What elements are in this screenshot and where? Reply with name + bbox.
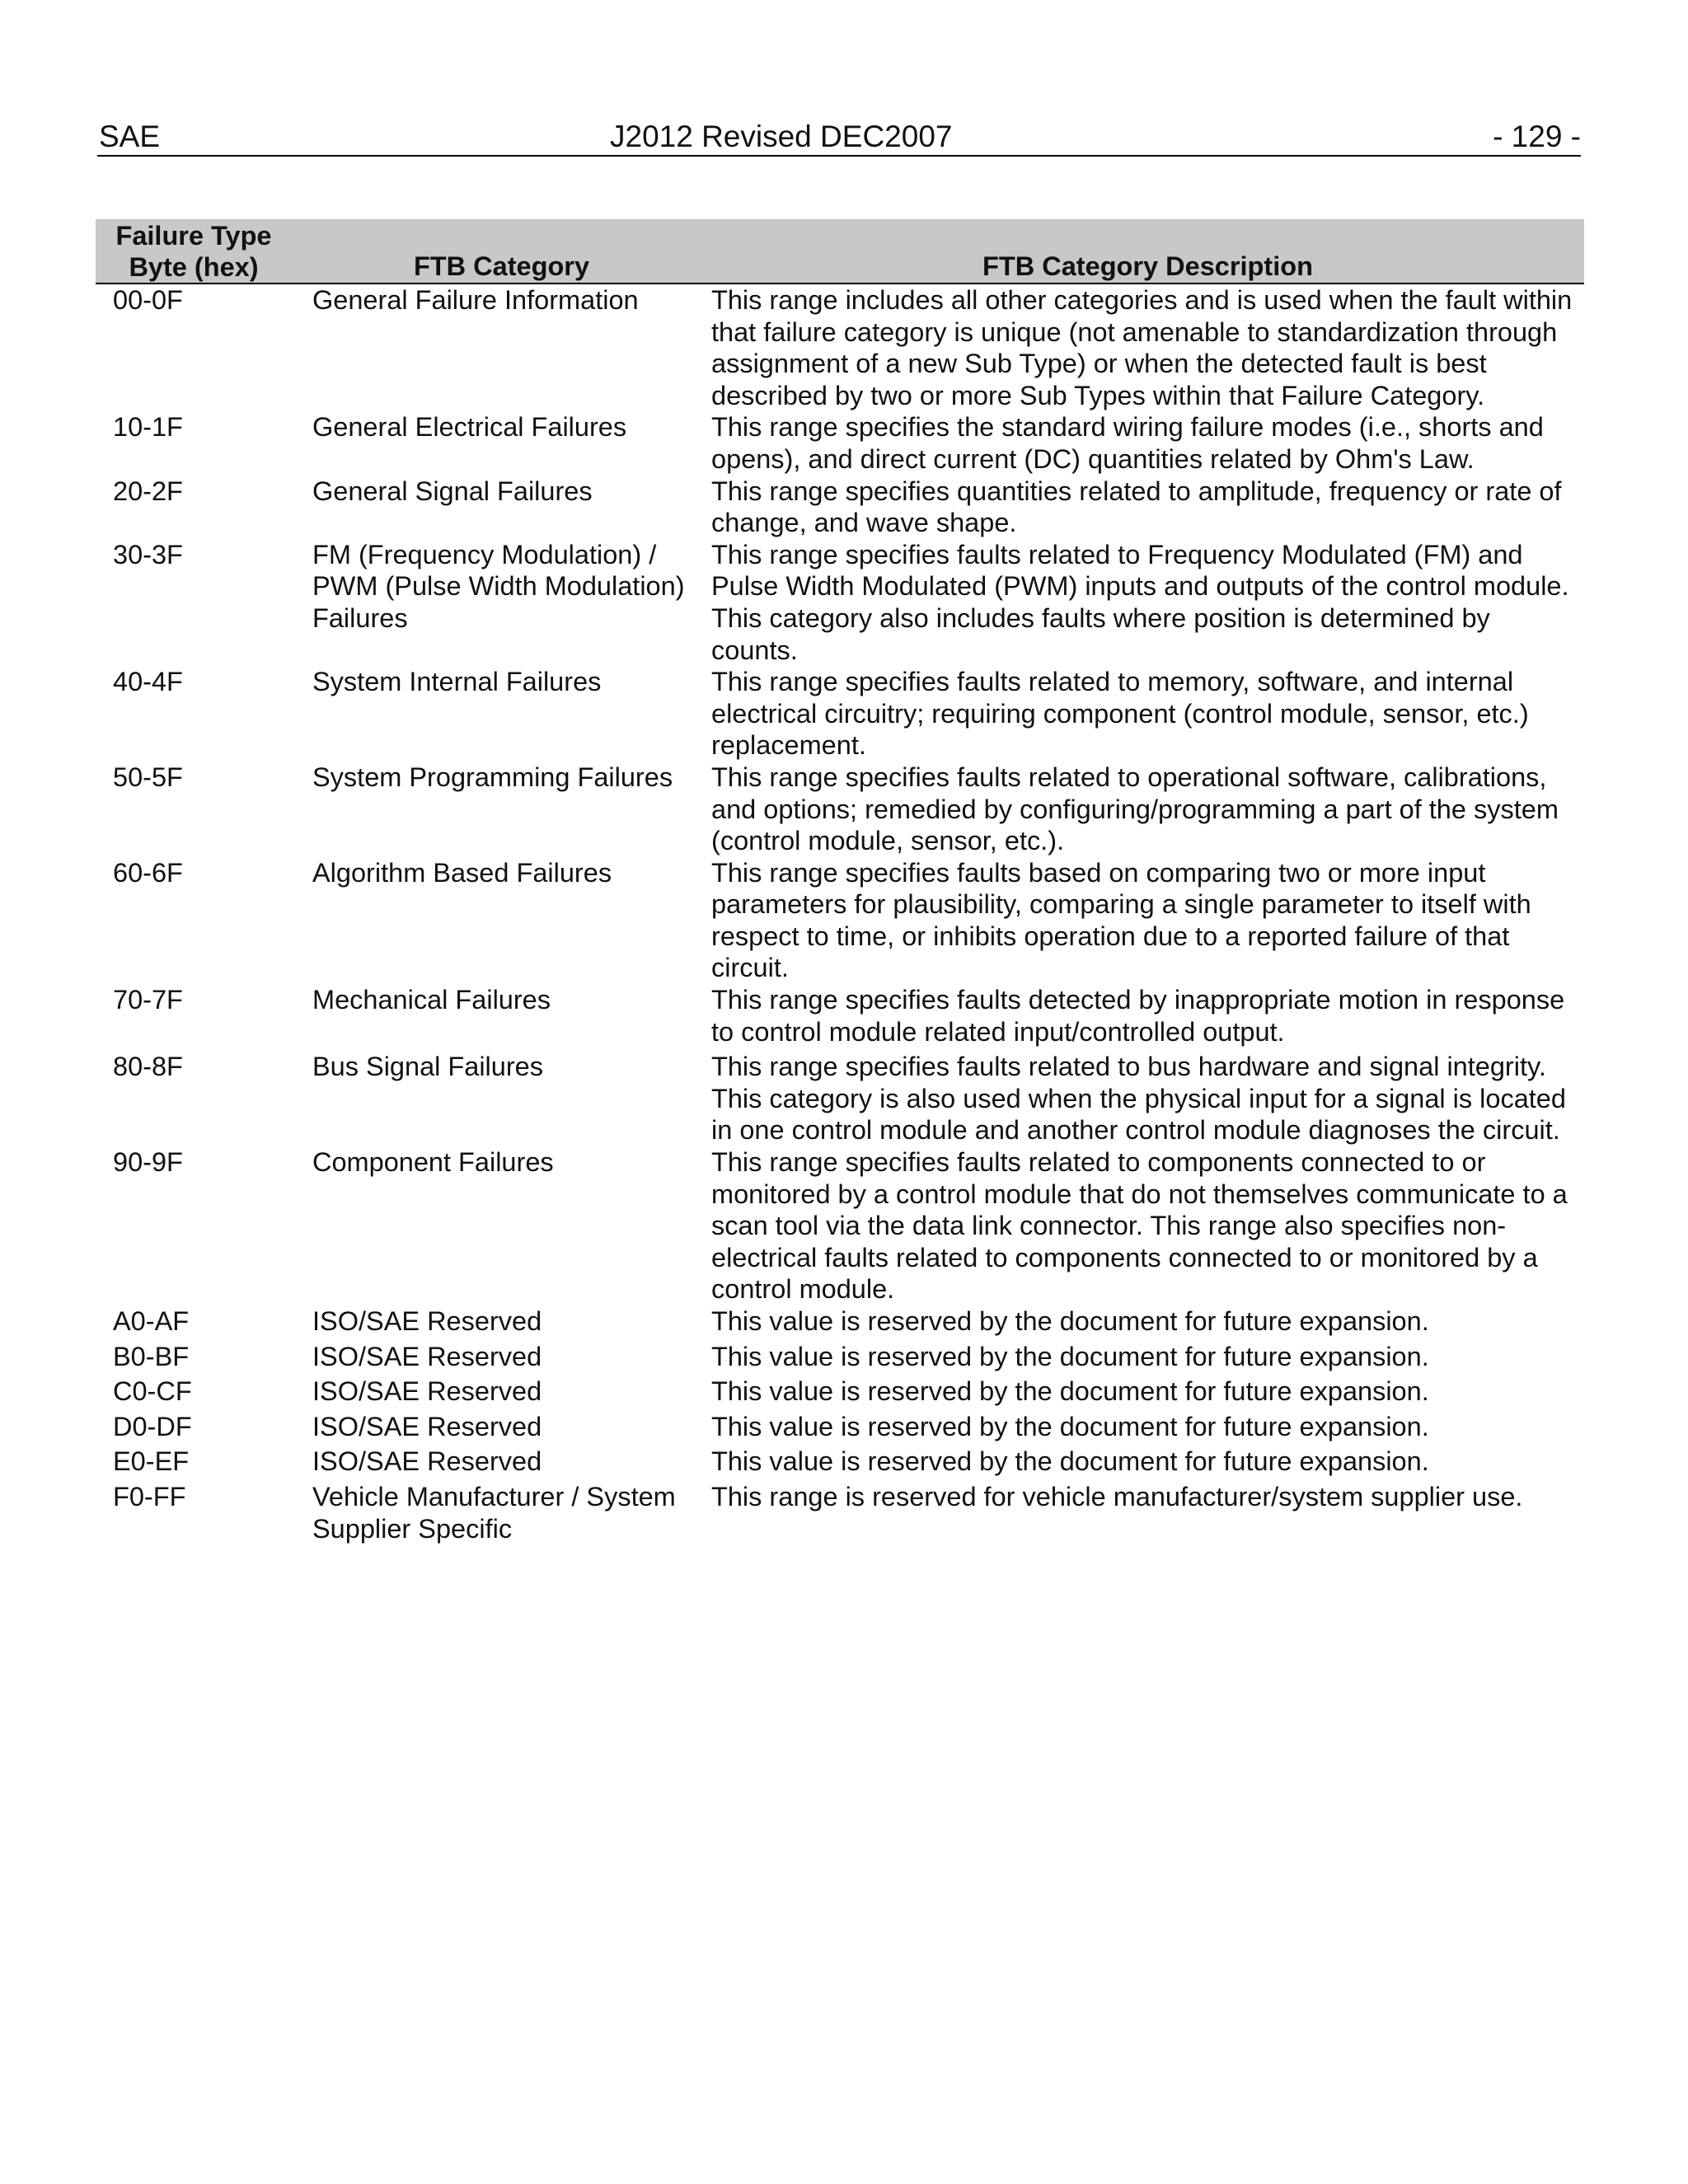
row-code: E0-EF — [113, 1446, 190, 1477]
table-row — [96, 1047, 1584, 1146]
row-code: D0-DF — [113, 1411, 192, 1441]
row-code: 90-9F — [113, 1147, 183, 1178]
table-row — [96, 539, 1584, 666]
row-category: General Failure Information — [312, 285, 639, 315]
table-row — [96, 411, 1584, 475]
table-row — [96, 1442, 1584, 1478]
column-header-failure-type-line1: Failure Type — [115, 221, 272, 251]
header-page-number: - 129 - — [1493, 120, 1581, 153]
row-code: B0-BF — [113, 1341, 190, 1371]
row-category: General Signal Failures — [312, 476, 593, 506]
row-category: Bus Signal Failures — [312, 1052, 543, 1082]
header-org: SAE — [99, 120, 161, 153]
table-row — [96, 857, 1584, 984]
row-description: This value is reserved by the document for future expansion. — [711, 1341, 1429, 1371]
table-header-row — [96, 219, 1584, 284]
row-code: 00-0F — [113, 285, 183, 315]
row-category: System Internal Failures — [312, 667, 602, 697]
row-description: This range includes all other categories and is used when the fault within that failure category is unique (not amenable to standardization through assignment of a new Sub Type) or when the detected fault is best described by two or more Sub Types within that Failure Category. — [711, 285, 1573, 410]
row-code: 80-8F — [113, 1052, 183, 1082]
row-category: Algorithm Based Failures — [312, 857, 612, 888]
row-category: ISO/SAE Reserved — [312, 1306, 542, 1336]
row-description: This value is reserved by the document for future expansion. — [711, 1376, 1429, 1407]
row-description: This range specifies quantities related to amplitude, frequency or rate of change, and wave shape. — [711, 476, 1562, 538]
row-code: 10-1F — [113, 412, 183, 443]
row-code: 30-3F — [113, 539, 183, 569]
row-code: C0-CF — [113, 1376, 192, 1407]
row-description: This range specifies faults related to operational software, calibrations, and options; remedied by configuring/programming a part of the system (control module, sensor, etc.). — [711, 762, 1559, 856]
table-row — [96, 1372, 1584, 1408]
table-row — [96, 666, 1584, 762]
row-code: 60-6F — [113, 857, 183, 888]
table-row — [96, 1478, 1584, 1544]
row-description: This range specifies faults related to components connected to or monitored by a control module that do not themselves communicate to a scan tool via the data link connector. This range also specifies non-electrical faults related to components connected to or monitored by a control module. — [711, 1147, 1568, 1305]
row-category: FM (Frequency Modulation) / PWM (Pulse Width Modulation) Failures — [312, 539, 685, 633]
row-description: This range specifies faults related to Frequency Modulated (FM) and Pulse Width Modulated (PWM) inputs and outputs of the control module. This category also includes faults where position is determined by counts. — [711, 539, 1569, 665]
header-document-id: J2012 Revised DEC2007 — [610, 120, 953, 153]
row-description: This range specifies faults based on comparing two or more input parameters for plausibility, comparing a single parameter to itself with respect to time, or inhibits operation due to a reported failure of that circuit. — [711, 857, 1531, 983]
table-row — [96, 762, 1584, 857]
table-row — [96, 984, 1584, 1047]
table-row — [96, 284, 1584, 411]
row-code: 20-2F — [113, 476, 183, 506]
row-category: ISO/SAE Reserved — [312, 1411, 542, 1441]
row-category: System Programming Failures — [312, 762, 673, 792]
row-category: General Electrical Failures — [312, 412, 627, 443]
row-category: ISO/SAE Reserved — [312, 1376, 542, 1407]
row-description: This range specifies faults related to bus hardware and signal integrity. This category is also used when the physical input for a signal is located in one control module and another control module diagnoses the circuit. — [711, 1052, 1566, 1146]
row-description: This range specifies the standard wiring failure modes (i.e., shorts and opens), and direct current (DC) quantities related by Ohm's Law. — [711, 412, 1544, 474]
row-category: Component Failures — [312, 1147, 554, 1178]
row-code: 40-4F — [113, 667, 183, 697]
row-description: This value is reserved by the document for future expansion. — [711, 1411, 1429, 1441]
ftb-category-table — [96, 219, 1584, 1544]
row-code: 70-7F — [113, 985, 183, 1015]
table-row — [96, 1305, 1584, 1338]
column-header-failure-type — [96, 219, 292, 284]
row-code: 50-5F — [113, 762, 183, 792]
row-category: Vehicle Manufacturer / System Supplier Specific — [312, 1481, 676, 1544]
table-row — [96, 476, 1584, 539]
table-row — [96, 1408, 1584, 1443]
page-header — [97, 117, 1581, 157]
row-category: Mechanical Failures — [312, 985, 551, 1015]
row-code: F0-FF — [113, 1481, 186, 1511]
column-header-description: FTB Category Description — [711, 219, 1584, 284]
column-header-category: FTB Category — [292, 219, 711, 284]
row-category: ISO/SAE Reserved — [312, 1446, 542, 1477]
row-description: This value is reserved by the document for future expansion. — [711, 1306, 1429, 1336]
row-description: This value is reserved by the document for future expansion. — [711, 1446, 1429, 1477]
row-code: A0-AF — [113, 1306, 190, 1336]
table-row — [96, 1338, 1584, 1373]
column-header-failure-type-line2: Byte (hex) — [129, 252, 259, 282]
row-category: ISO/SAE Reserved — [312, 1341, 542, 1371]
row-description: This range specifies faults related to memory, software, and internal electrical circuitry; requiring component (control module, sensor, etc.) replacement. — [711, 667, 1529, 761]
row-description: This range is reserved for vehicle manufacturer/system supplier use. — [711, 1481, 1523, 1511]
row-description: This range specifies faults detected by inappropriate motion in response to control module related input/controlled output. — [711, 985, 1565, 1047]
table-row — [96, 1146, 1584, 1305]
